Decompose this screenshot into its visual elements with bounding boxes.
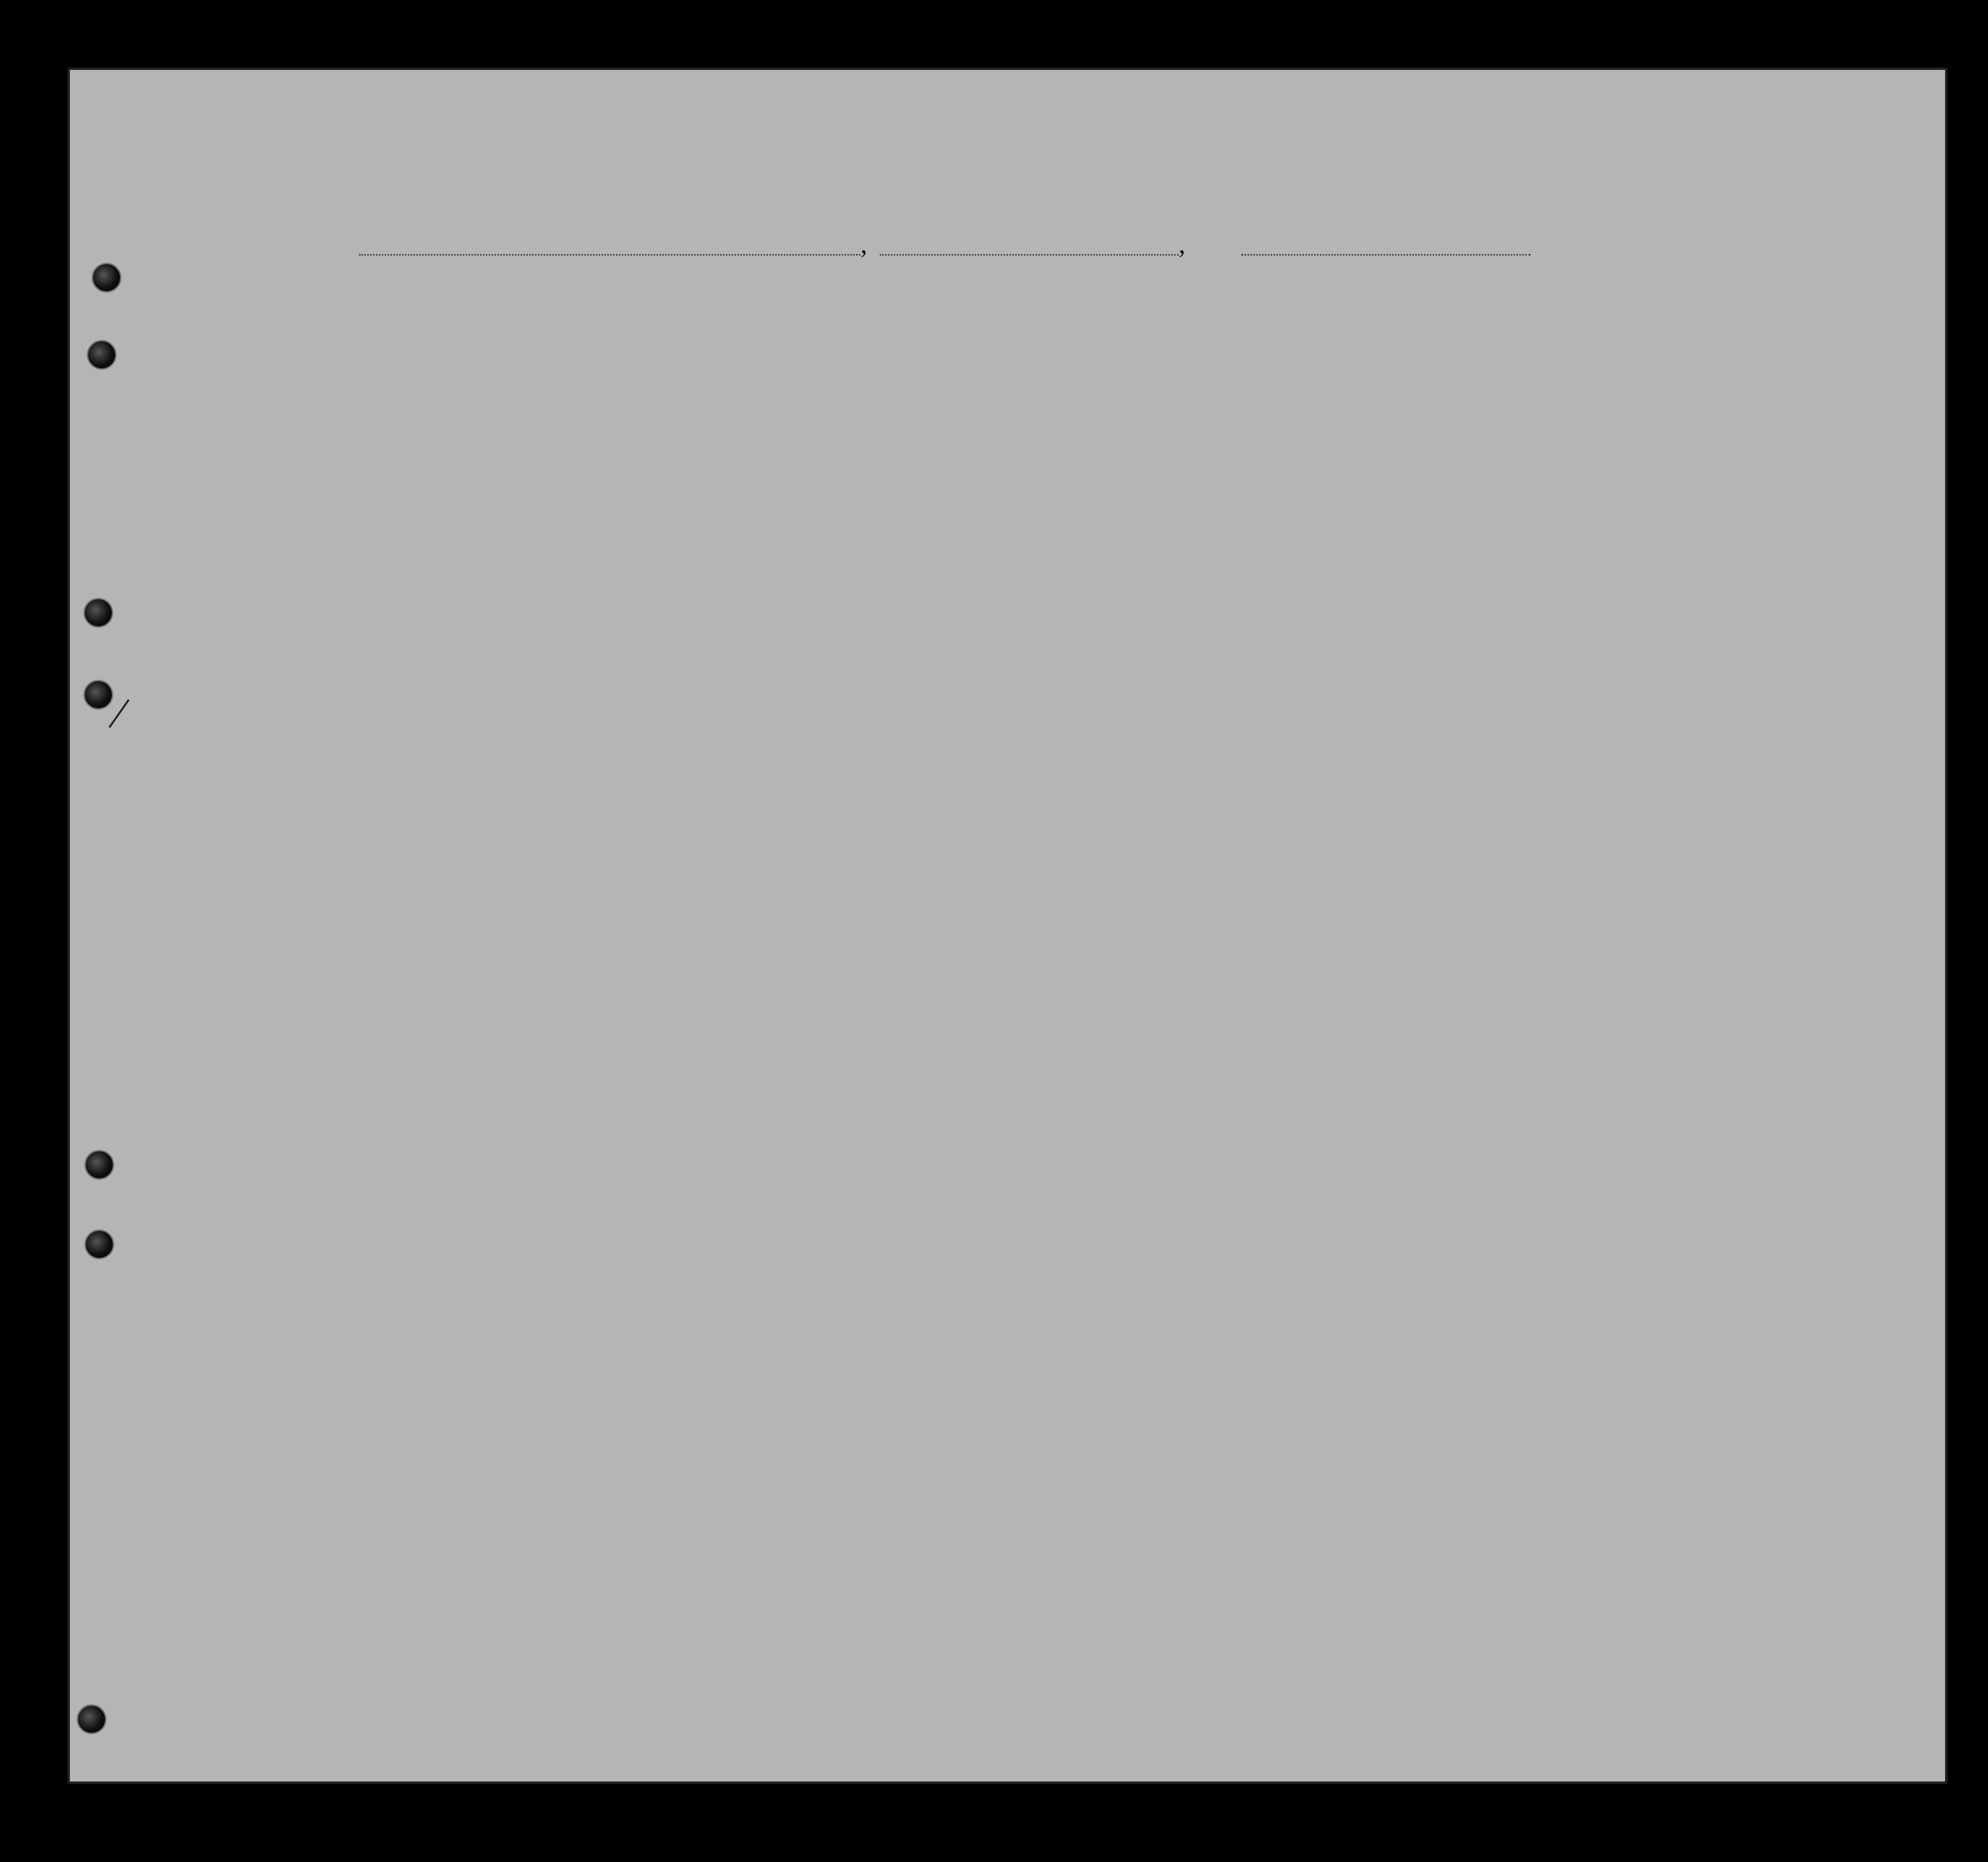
binder-hole	[83, 598, 113, 628]
binder-hole	[77, 1704, 107, 1734]
binder-hole	[84, 1229, 114, 1259]
binder-hole	[92, 263, 121, 293]
comma-mark: ,	[860, 229, 867, 259]
binder-hole	[77, 1781, 107, 1784]
manifest-table	[70, 70, 1948, 1784]
binder-hole	[83, 680, 113, 710]
binder-hole	[84, 1150, 114, 1180]
comma-mark: ,	[1179, 229, 1185, 259]
manifest-sheet	[67, 67, 1948, 1784]
binder-hole	[87, 340, 117, 370]
